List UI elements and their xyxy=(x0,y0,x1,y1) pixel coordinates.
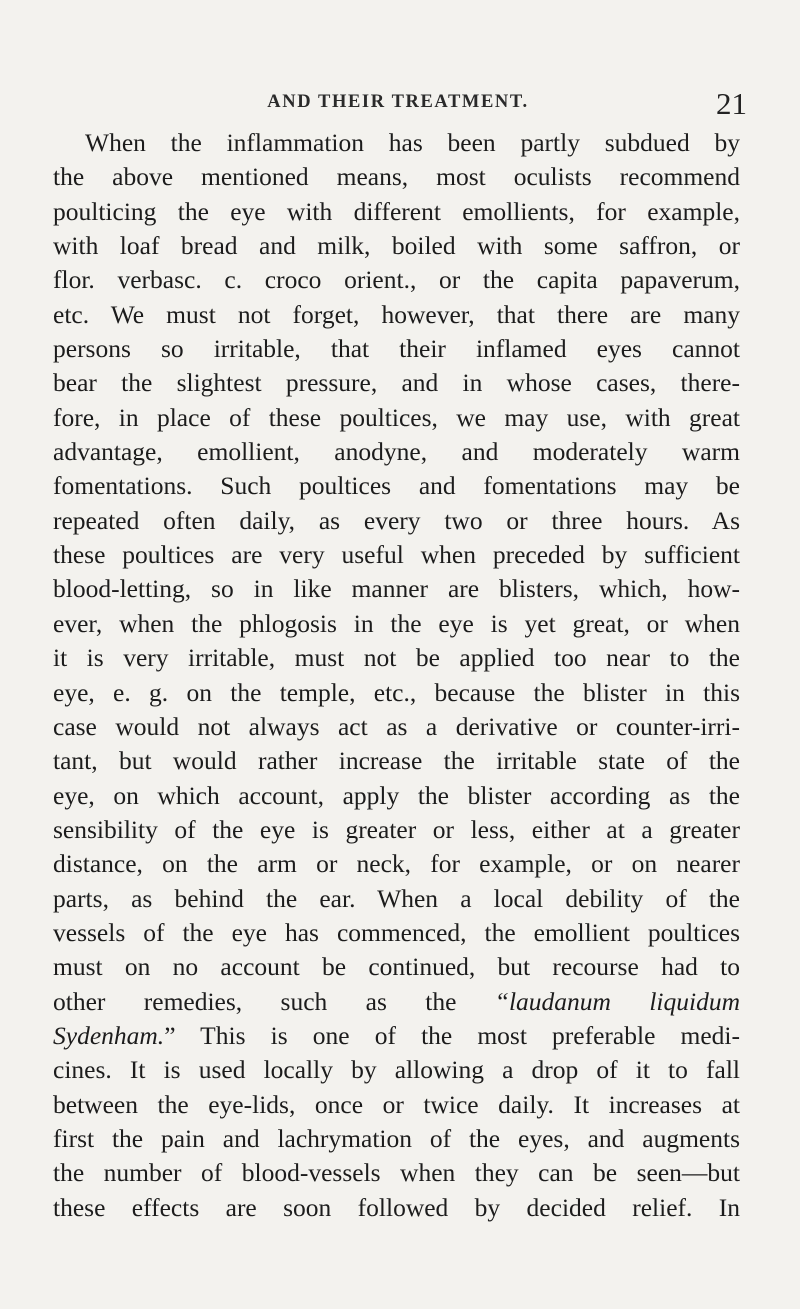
text-segment: ” This is one of the most preferable medi- xyxy=(164,1020,740,1050)
text-line: must on no account be continued, but recourse had to xyxy=(53,952,740,982)
text-segment: other remedies, such as the xyxy=(53,986,457,1016)
text-line: tant, but would rather increase the irritable state of the xyxy=(53,746,740,776)
text-line-with-italic xyxy=(53,985,740,1019)
text-line: flor. verbasc. c. croco orient., or the capita papaverum, xyxy=(53,265,740,295)
text-line: fore, in place of these poultices, we may use, with great xyxy=(53,402,740,432)
page-number: 21 xyxy=(716,86,747,121)
text-line: these effects are soon followed by decided relief. In xyxy=(53,1192,740,1222)
text-line: sensibility of the eye is greater or less, either at a greater xyxy=(53,814,740,844)
running-head xyxy=(53,86,747,126)
text-line: the number of blood-vessels when they can be seen—but xyxy=(53,1158,740,1188)
text-line: cines. It is used locally by allowing a drop of it to fall xyxy=(53,1055,740,1085)
text-line: bear the slightest pressure, and in whose cases, there- xyxy=(53,368,740,398)
text-line: etc. We must not forget, however, that there are many xyxy=(53,299,740,329)
italic-term: “laudanum liquidum xyxy=(494,986,740,1016)
text-line: blood-letting, so in like manner are blisters, which, how- xyxy=(53,574,740,604)
text-line: eye, e. g. on the temple, etc., because the blister in this xyxy=(53,677,740,707)
text-line: poulticing the eye with different emollients, for example, xyxy=(53,196,740,226)
text-line-with-italic xyxy=(53,1019,740,1053)
text-line: vessels of the eye has commenced, the emollient poultices xyxy=(53,917,740,947)
text-line: first the pain and lachrymation of the eyes, and augments xyxy=(53,1123,740,1153)
text-line: these poultices are very useful when preceded by sufficient xyxy=(53,540,740,570)
text-line: advantage, emollient, anodyne, and moderately warm xyxy=(53,437,740,467)
text-line: with loaf bread and milk, boiled with some saffron, or xyxy=(53,231,740,261)
text-line: fomentations. Such poultices and fomentations may be xyxy=(53,471,740,501)
text-line: distance, on the arm or neck, for example, or on nearer xyxy=(53,849,740,879)
text-line: When the inflammation has been partly subdued by xyxy=(85,128,740,157)
text-line: eye, on which account, apply the blister according as the xyxy=(53,780,740,810)
text-line: ever, when the phlogosis in the eye is yet great, or when xyxy=(53,608,740,638)
running-title: AND THEIR TREATMENT. xyxy=(267,92,529,112)
text-line: persons so irritable, that their inflamed eyes cannot xyxy=(53,334,740,364)
text-line: between the eye-lids, once or twice daily. It increases at xyxy=(53,1089,740,1119)
text-line: it is very irritable, must not be applied too near to the xyxy=(53,643,740,673)
text-line: repeated often daily, as every two or three hours. As xyxy=(53,505,740,535)
italic-term: Sydenham. xyxy=(53,1020,165,1050)
text-line: case would not always act as a derivative or counter-irri- xyxy=(53,711,740,741)
text-line: parts, as behind the ear. When a local debility of the xyxy=(53,883,740,913)
body-paragraph xyxy=(53,126,740,1225)
text-line: the above mentioned means, most oculists recommend xyxy=(53,162,740,192)
